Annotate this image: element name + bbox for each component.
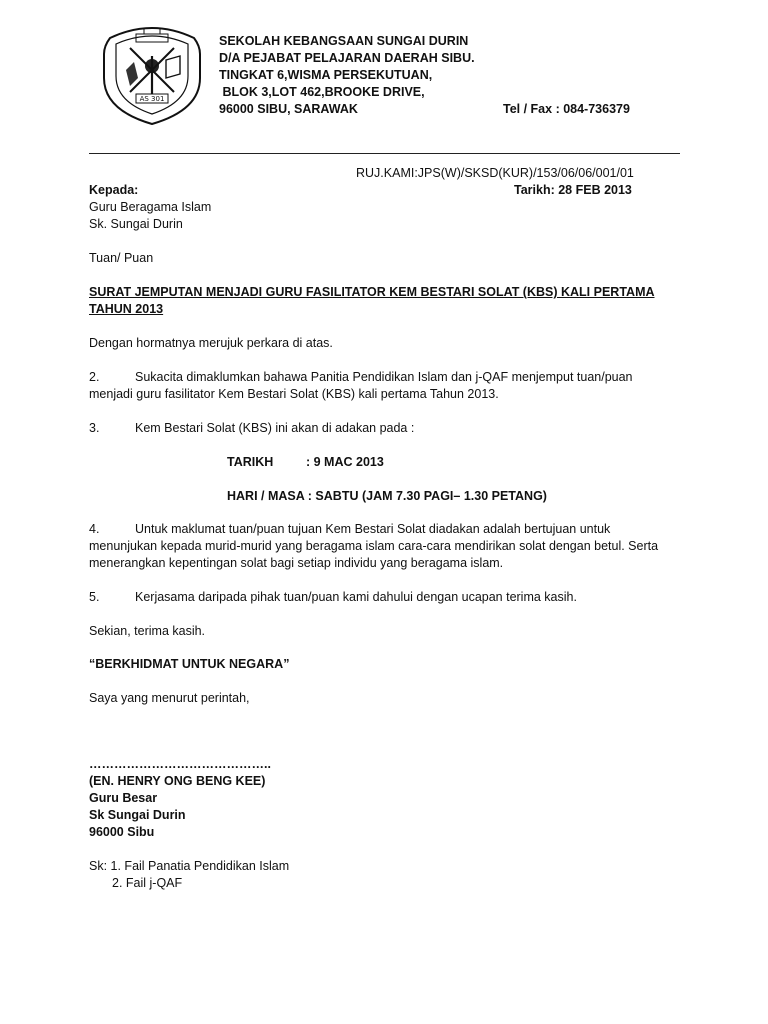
paragraph-number: 2.	[89, 370, 100, 384]
paragraph-4	[89, 521, 679, 572]
crest-code: AS 301	[139, 95, 165, 103]
sign-intro: Saya yang menurut perintah,	[89, 691, 250, 705]
subject-line: SURAT JEMPUTAN MENJADI GURU FASILITATOR KEM BESTARI SOLAT (KBS) KALI PERTAMA TAHUN 2013	[89, 285, 655, 316]
address-line: 96000 SIBU, SARAWAK	[219, 102, 358, 116]
address-line: TINGKAT 6,WISMA PERSEKUTUAN,	[219, 68, 433, 82]
paragraph-text: Untuk maklumat tuan/puan tujuan Kem Bestari Solat diadakan adalah bertujuan untuk menunjukan kepada murid-murid yang beragama islam cara-cara mendirikan solat dengan betul. Serta menerangkan kepentingan solat bagi setiap individu yang beragama islam.	[89, 522, 659, 570]
signatory-school: Sk Sungai Durin	[89, 808, 186, 822]
event-date-value: : 9 MAC 2013	[306, 455, 384, 469]
closing: Sekian, terima kasih.	[89, 624, 206, 638]
paragraph-text: Sukacita dimaklumkan bahawa Panitia Pendidikan Islam dan j-QAF menjemput tuan/puan menjadi guru fasilitator Kem Bestari Solat (KBS) kali pertama Tahun 2013.	[89, 370, 633, 401]
intro-paragraph: Dengan hormatnya merujuk perkara di atas.	[89, 336, 333, 350]
signature-line: ……………………………………..	[89, 757, 271, 771]
paragraph-number: 3.	[89, 421, 100, 435]
cc-line: 2. Fail j-QAF	[112, 876, 183, 890]
header-divider	[89, 153, 680, 154]
motto: “BERKHIDMAT UNTUK NEGARA”	[89, 657, 290, 671]
address-line: BLOK 3,LOT 462,BROOKE DRIVE,	[219, 85, 425, 99]
cc-line: Sk: 1. Fail Panatia Pendidikan Islam	[89, 859, 290, 873]
recipient-label: Kepada:	[89, 183, 139, 197]
reference-number: RUJ.KAMI:JPS(W)/SKSD(KUR)/153/06/06/001/01	[356, 166, 634, 180]
salutation: Tuan/ Puan	[89, 251, 154, 265]
signatory-name: (EN. HENRY ONG BENG KEE)	[89, 774, 266, 788]
school-address	[219, 33, 475, 118]
school-crest-icon	[96, 16, 208, 128]
event-date-label: TARIKH	[227, 455, 274, 469]
paragraph-3	[89, 420, 679, 437]
letter-date: Tarikh: 28 FEB 2013	[514, 183, 632, 197]
paragraph-2	[89, 369, 679, 403]
signatory-city: 96000 Sibu	[89, 825, 155, 839]
paragraph-text: Kem Bestari Solat (KBS) ini akan di adakan pada :	[135, 421, 415, 435]
paragraph-text: Kerjasama daripada pihak tuan/puan kami dahului dengan ucapan terima kasih.	[135, 590, 577, 604]
recipient-line: Sk. Sungai Durin	[89, 217, 183, 231]
address-line: D/A PEJABAT PELAJARAN DAERAH SIBU.	[219, 51, 475, 65]
signatory-title: Guru Besar	[89, 791, 158, 805]
address-line: SEKOLAH KEBANGSAAN SUNGAI DURIN	[219, 34, 469, 48]
paragraph-number: 5.	[89, 590, 100, 604]
event-time: HARI / MASA : SABTU (JAM 7.30 PAGI– 1.30 PETANG)	[227, 489, 547, 503]
tel-fax: Tel / Fax : 084-736379	[503, 102, 630, 116]
paragraph-number: 4.	[89, 522, 100, 536]
paragraph-5	[89, 589, 679, 606]
recipient-line: Guru Beragama Islam	[89, 200, 212, 214]
